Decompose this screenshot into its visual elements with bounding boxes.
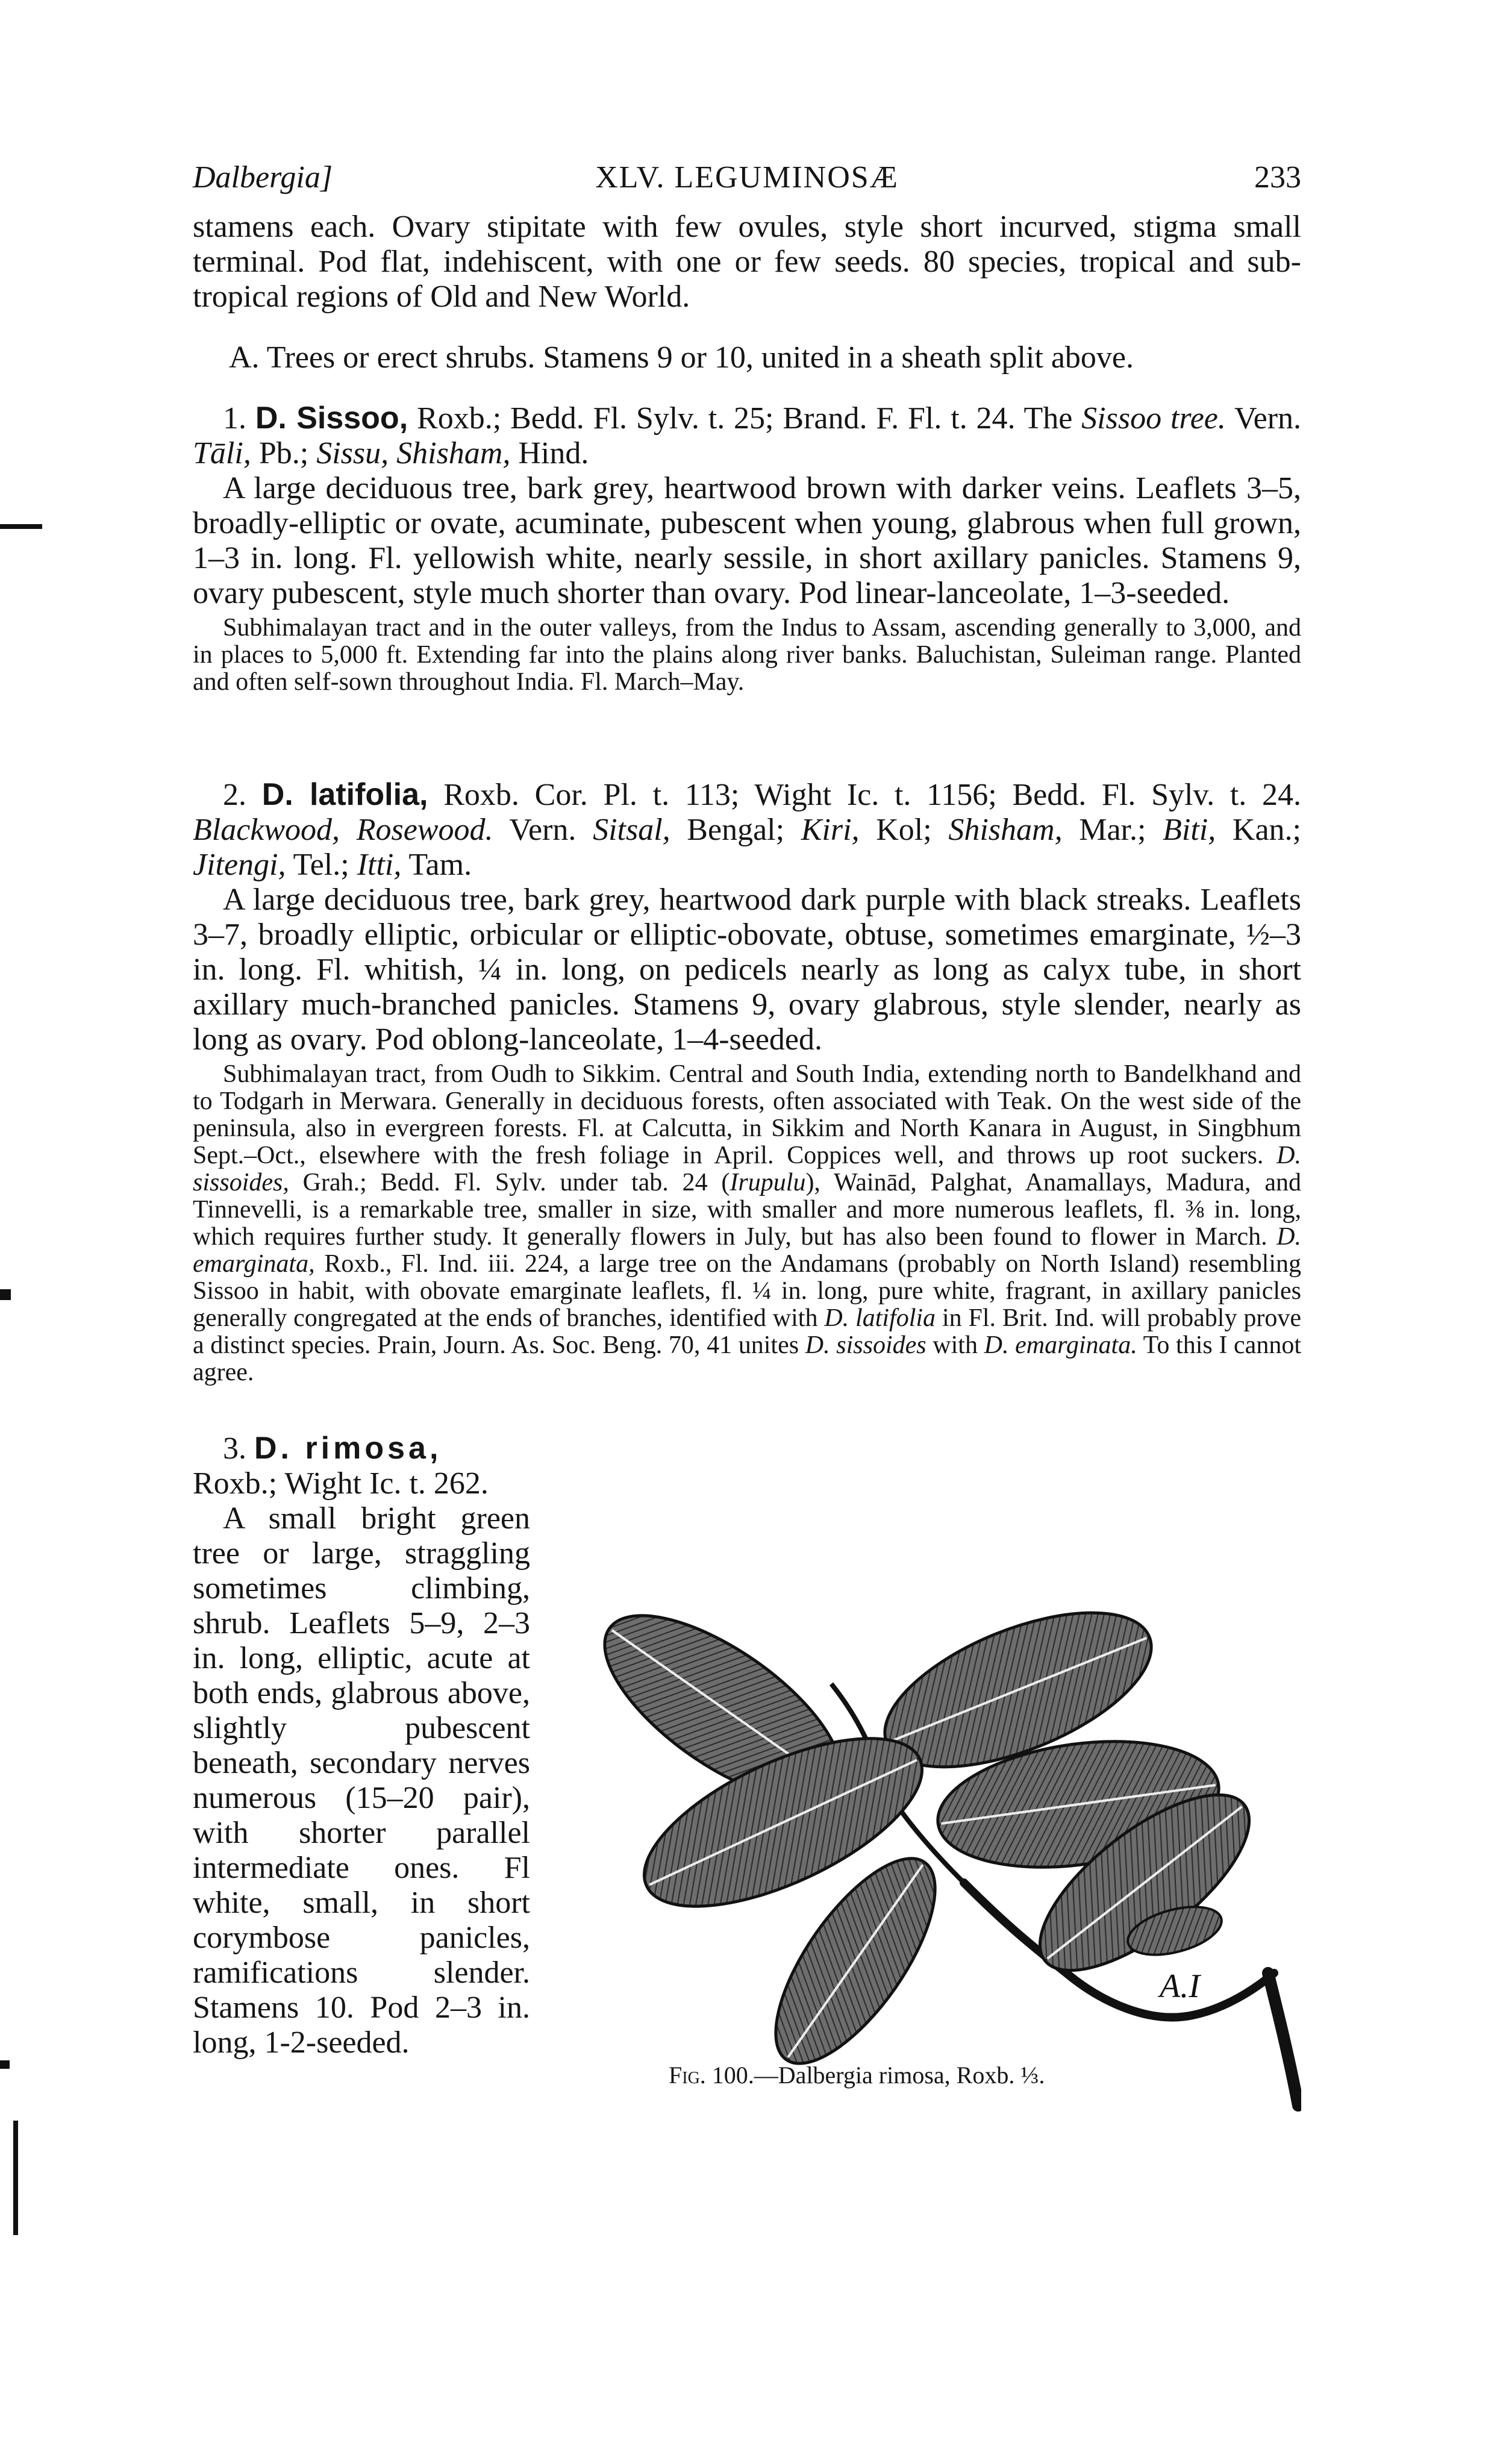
notes-text: Subhimalayan tract, from Oudh to Sikkim. Central and South India, extending north to Bandelkhand and to Todgarh in Merwara. Generally in deciduous forests, often associated with Teak. On the west side of the peninsula, also in evergreen forests. Fl. at Calcutta, in Sikkim and North Kanara in August, in Singbhum Sept.–Oct., elsewhere with the fresh foliage in April. Coppices well, and throws up root suckers. <box>193 1060 1301 1169</box>
vernacular-name: Itti, <box>357 848 402 882</box>
running-head-genus: Dalbergia] <box>193 160 333 195</box>
vernacular-region: Hind. <box>510 436 589 471</box>
genus-intro-continuation: stamens each. Ovary stipitate with few ovules, style short incurved, stigma small terminal. Pod flat, indehiscent, with one or few seeds. 80 species, tropical and sub-tropical regions of Old and New World. <box>193 210 1301 314</box>
vernacular-region: Tam. <box>401 848 472 882</box>
margin-mark <box>0 1289 11 1300</box>
species-references: Roxb.; Wight Ic. t. 262. <box>193 1466 489 1501</box>
artist-signature: A.I <box>1160 1968 1200 2005</box>
vernacular-region: Tel.; <box>286 848 357 882</box>
species-references: Roxb. Cor. Pl. t. 113; Wight Ic. t. 1156; Bedd. Fl. Sylv. t. 24. <box>428 778 1302 812</box>
vernacular-label: Vern. <box>1225 401 1302 436</box>
figure-caption-text: —Dalbergia rimosa, Roxb. <box>754 2062 1021 2089</box>
vernacular-name: Tāli, <box>193 436 251 471</box>
margin-mark <box>13 2121 18 2235</box>
species-description: A small bright green tree or large, straggling sometimes climbing, shrub. Leaflets 5–9, 2–3 in. long, elliptic, acute at both ends, glabrous above, slightly pubescent beneath, secondary nerves numerous (15–20 pair), with shorter parallel intermediate ones. Fl white, small, in short corymbose panicles, ramifications slender. Stamens 10. Pod 2–3 in. long, 1-2-seeded. <box>193 1501 530 2060</box>
species-name: D. latifolia, <box>261 777 428 812</box>
common-name: Sissoo tree. <box>1081 401 1226 436</box>
vernacular-region: Mar.; <box>1062 813 1163 847</box>
vernacular-region: Pb.; <box>251 436 317 471</box>
notes-text: Roxb., Fl. Ind. iii. 224, a large tree on the Andamans (probably on North Island) resembling Sissoo in habit, with obovate emarginate leaflets, fl. ¼ in. long, pure white, fragrant, in axillary panicles generally congregated at the ends of branches, identified with <box>193 1250 1301 1332</box>
margin-mark <box>0 2060 10 2069</box>
vernacular-region: Bengal; <box>670 813 801 847</box>
notes-taxon: D. sissoides <box>805 1331 926 1359</box>
stem-base <box>1268 1973 1298 2106</box>
species-distribution: Subhimalayan tract and in the outer valleys, from the Indus to Assam, ascending generally to 3,000, and in places to 5,000 ft. Extending far into the plains along river banks. Baluchistan, Suleiman range. Planted and often self-sown throughout India. Fl. March–May. <box>193 614 1301 696</box>
species-references: Roxb.; Bedd. Fl. Sylv. t. 25; Brand. F. Fl. t. 24. The <box>408 401 1082 436</box>
page-number: 233 <box>1254 160 1301 195</box>
common-name: Blackwood, Rosewood. <box>193 813 493 847</box>
running-head-family: XLV. LEGUMINOSÆ <box>595 160 899 195</box>
species-entry-latifolia <box>193 777 1301 1386</box>
species-name: D. rimosa, <box>254 1431 442 1466</box>
vernacular-name: Shisham, <box>948 813 1063 847</box>
figure-scale: ⅓. <box>1020 2062 1045 2089</box>
vernacular-name: Sissu, Shisham, <box>316 436 511 471</box>
dalbergia-rimosa-illustration <box>542 1422 1301 2464</box>
notes-text: Grah.; Bedd. Fl. Sylv. under tab. 24 ( <box>289 1169 730 1196</box>
notes-text: ), Wainād, Palghat, Anamallays, Madura, and Tinnevelli, is a remarkable tree, smaller in size, with smaller and more numerous leaflets, fl. ⅜ in. long, which requires further study. It generally flowers in July, but has also been found to flower in March. <box>193 1169 1302 1251</box>
species-heading <box>193 401 1301 471</box>
notes-taxon: D. latifolia <box>824 1304 936 1332</box>
notes-vernacular: Irupulu <box>730 1169 806 1196</box>
species-description: A large deciduous tree, bark grey, heartwood brown with darker veins. Leaflets 3–5, broadly-elliptic or ovate, acuminate, pubescent when young, glabrous when full grown, 1–3 in. long. Fl. yellowish white, nearly sessile, in short axillary panicles. Stamens 9, ovary pubescent, style much shorter than ovary. Pod linear-lanceolate, 1–3-seeded. <box>193 471 1301 610</box>
vernacular-region: Kan.; <box>1216 813 1301 847</box>
species-number: 1. <box>223 401 246 436</box>
vernacular-name: Jitengi, <box>193 848 286 882</box>
species-description: A large deciduous tree, bark grey, heartwood dark purple with black streaks. Leaflets 3–7, broadly elliptic, orbicular or elliptic-obovate, obtuse, sometimes emarginate, ½–3 in. long. Fl. whitish, ¼ in. long, on pedicels nearly as long as calyx tube, in short axillary much-branched panicles. Stamens 9, ovary glabrous, style slender, nearly as long as ovary. Pod oblong-lanceolate, 1–4-seeded. <box>193 883 1301 1057</box>
key-section-a: A. Trees or erect shrubs. Stamens 9 or 10, united in a sheath split above. <box>229 340 1134 375</box>
figure-caption <box>669 2060 1271 2090</box>
notes-text: with <box>926 1331 984 1359</box>
vernacular-region: Kol; <box>859 813 949 847</box>
species-number: 2. <box>223 778 246 812</box>
vernacular-name: Kiri, <box>801 813 860 847</box>
margin-mark <box>0 524 42 529</box>
figure-label: Fig. 100. <box>669 2062 754 2089</box>
notes-taxon: D. sissoides, <box>193 1142 1301 1196</box>
running-head <box>193 154 1301 202</box>
vernacular-name: Sitsal, <box>593 813 670 847</box>
species-entry-sissoo <box>193 401 1301 696</box>
notes-text: in Fl. Brit. Ind. will probably prove a distinct species. Prain, Journ. As. Soc. Beng. 70, 41 unites <box>193 1304 1301 1359</box>
species-name: D. Sissoo, <box>255 401 408 436</box>
notes-taxon: D. emarginata. <box>984 1331 1137 1359</box>
species-entry-rimosa <box>193 1431 530 2060</box>
species-heading <box>193 777 1301 883</box>
species-number: 3. <box>223 1431 246 1466</box>
notes-text: To this I cannot agree. <box>193 1331 1301 1386</box>
vernacular-label: Vern. <box>493 813 593 847</box>
notes-taxon: D. emarginata, <box>193 1223 1301 1278</box>
species-notes <box>193 1061 1301 1386</box>
species-heading <box>193 1431 530 1501</box>
vernacular-name: Biti, <box>1163 813 1216 847</box>
